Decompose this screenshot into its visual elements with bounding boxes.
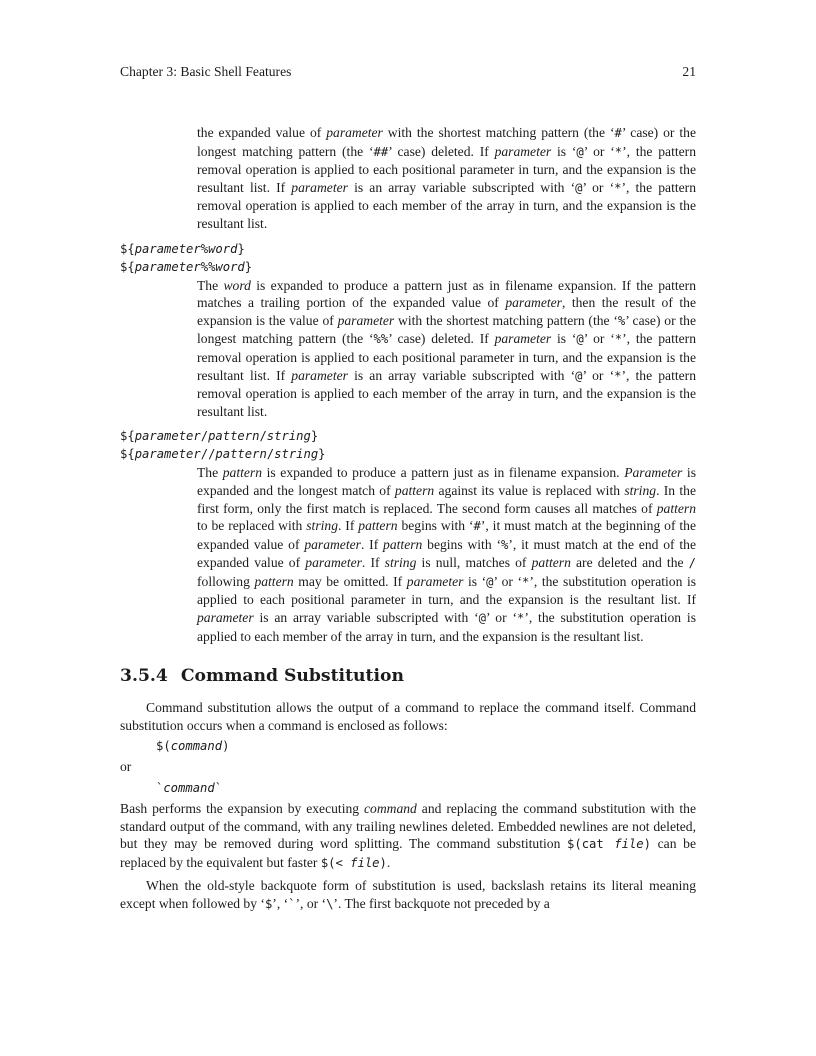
body-text: . If [361,555,385,571]
code-emphasis-text: command [163,781,215,796]
code-text: @ [575,180,583,195]
emphasis-text: pattern [222,465,263,481]
body-text: is ‘ [551,143,577,159]
emphasis-text: pattern [394,482,435,498]
body-text: begins with ‘ [397,518,474,534]
emphasis-text: pattern [358,518,398,534]
body-text: ’ case) or the longest matching pattern (the ‘ [197,312,697,347]
body-text: ’, or ‘ [295,896,327,911]
emphasis-text: parameter [305,555,362,571]
code-text: * [614,368,622,383]
body-text: against its value is replaced with [434,482,625,498]
code-text: ${ [120,447,135,462]
syntax-term [120,427,696,445]
code-emphasis-text: parameter [134,429,201,444]
code-text: # [473,519,481,534]
body-text: ’, it must match at the beginning of the expanded value of [197,518,696,552]
description-paragraph [197,124,696,233]
body-text: is an array variable subscripted with ‘ [347,367,576,383]
syntax-term [120,258,696,276]
code-emphasis-text: parameter [134,447,201,462]
code-text: \ [326,897,334,911]
emphasis-text: parameter [304,536,361,552]
body-text: is an array variable subscripted with ‘ [253,610,479,626]
body-text: or [120,759,132,775]
code-text: %% [373,332,389,347]
body-text: Command substitution allows the output of a command to replace the command itself. Command substitution occurs when a command is enclosed as follows: [120,700,696,733]
code-text: * [614,332,623,347]
body-text: and replacing the command substitution with the standard output of the command, with any trailing newlines deleted. Embedded newlines are not deleted, but they may be removed during word splitting. The command substitution [120,801,696,852]
syntax-term [120,240,696,258]
emphasis-text: parameter [494,143,552,159]
body-text: ’ or ‘ [582,367,615,383]
code-text: @ [576,144,584,159]
emphasis-text: parameter [406,573,464,589]
running-title: Chapter 3: Basic Shell Features [120,64,292,79]
code-emphasis-text: pattern [215,447,267,462]
body-text: , then the result of the expansion is the value of [197,295,696,328]
body-text: ’, ‘ [272,896,289,911]
body-text: The [197,277,224,293]
body-text: ’ or ‘ [583,143,615,159]
body-text: to be replaced with [197,518,307,534]
emphasis-text: string [384,555,417,571]
body-text: ’ case) or the longest matching pattern (the ‘ [197,125,697,159]
body-text: When the old-style backquote form of substitution is used, backslash retains its literal meaning except when followed by ‘ [120,878,696,911]
code-emphasis-text: file [350,855,380,870]
code-text: / [200,429,209,444]
code-text: ` [156,781,164,796]
syntax-term [120,445,696,463]
code-line [156,737,696,755]
emphasis-text: pattern [531,555,571,571]
body-text: are deleted and the [570,555,689,571]
emphasis-text: pattern [656,500,696,516]
section-heading [120,665,696,687]
body-text: ’ case) deleted. If [388,143,495,159]
body-text: begins with ‘ [422,536,501,552]
emphasis-text: parameter [291,367,348,383]
body-text: . If [360,536,384,552]
code-text: * [522,574,530,589]
code-text: ) [643,837,651,852]
body-text: can be replaced by the equivalent but faster [120,836,696,870]
code-text: $(< [320,855,351,870]
emphasis-text: parameter [291,179,348,195]
code-text: @ [576,332,584,347]
code-text: ${ [120,259,135,274]
code-text: } [310,429,319,444]
body-text: ’. The first backquote not preceded by a [333,896,550,911]
code-text: ) [379,855,387,870]
description-paragraph [197,277,696,421]
body-text: ’ case) deleted. If [388,331,495,347]
body-text: is expanded to produce a pattern just as in filename expansion. If the pattern matches a trailing portion of the expanded value of [197,277,696,311]
paragraph [120,877,696,913]
description-paragraph [197,464,696,645]
body-text: is expanded and the longest match of [197,465,697,498]
code-text: $(cat [567,837,615,852]
body-text: is null, matches of [416,555,532,571]
body-text: is an array variable subscripted with ‘ [347,179,576,195]
body-text: ’ or ‘ [582,179,615,195]
body-text: Bash performs the expansion by executing [120,801,364,817]
emphasis-text: pattern [254,573,294,589]
body-text: . If [338,518,359,534]
body-text: The [197,465,223,481]
body-text: with the shortest matching pattern (the ‘ [394,312,618,328]
body-text: ’, the pattern removal operation is applied to each member of the array in turn, and the expansion is the resultant list. [197,179,697,231]
code-text: ${ [120,429,135,444]
body-text: is expanded to produce a pattern just as in filename expansion. [262,465,625,481]
body-text: following [197,573,255,589]
emphasis-text: string [306,518,338,534]
code-text: @ [478,611,486,626]
code-text: ${ [120,241,135,256]
code-text: % [500,537,509,552]
code-text: $ [264,897,273,911]
code-text: % [617,313,626,328]
code-text: / [259,429,267,444]
section-title: Command Substitution [180,666,404,687]
code-text: %% [200,259,216,274]
code-text: ## [373,144,389,159]
code-text: // [200,447,216,462]
emphasis-text: word [223,277,251,293]
code-text: * [516,611,525,626]
emphasis-text: parameter [337,312,395,328]
code-text: } [318,447,326,462]
code-text: * [614,180,622,195]
code-text: # [614,126,622,140]
paragraph [120,699,696,734]
body-text: ’, the substitution operation is applied to each member of the array in turn, and the expansion is the resultant list. [197,610,696,644]
body-text: ’, it must match at the end of the expanded value of [197,536,696,571]
or-label [120,758,696,776]
code-text: @ [486,574,494,589]
paragraph [120,800,696,872]
body-text: ’ or ‘ [485,610,517,626]
emphasis-text: Parameter [624,465,683,481]
code-text: ` [288,897,296,911]
code-text: $( [156,739,171,754]
emphasis-text: parameter [505,295,562,311]
code-text: ` [214,781,223,796]
emphasis-text: parameter [197,610,254,626]
code-text: } [237,241,245,256]
body-text: ’ or ‘ [493,573,523,589]
code-emphasis-text: string [274,447,319,462]
code-emphasis-text: word [215,259,245,274]
code-emphasis-text: file [614,837,644,852]
code-emphasis-text: string [266,429,311,444]
code-line [156,779,696,797]
section-number: 3.5.4 [120,666,168,687]
body-text: is ‘ [463,573,487,589]
code-text: } [244,259,253,274]
page-header [120,64,696,80]
page-number: 21 [682,64,696,79]
body-text: the expanded value of [197,125,327,140]
document-body [120,124,696,914]
body-text: ’, the pattern removal operation is applied to each positional parameter in turn, and the expansion is the resultant list. If [197,143,697,195]
code-text: * [614,144,623,159]
code-text: / [688,556,697,571]
emphasis-text: parameter [326,125,383,140]
body-text: ’, the pattern removal operation is applied to each positional parameter in turn, and the expansion is the resultant list. If [197,331,697,383]
body-text: ’, the pattern removal operation is applied to each member of the array in turn, and the expansion is the resultant list. [197,367,697,419]
code-text: / [266,447,275,462]
code-text: % [200,241,209,256]
code-text: @ [575,368,583,383]
body-text: . In the first form, only the first match is replaced. The second form causes all matches of [197,482,696,516]
emphasis-text: string [624,482,657,498]
code-emphasis-text: pattern [208,429,260,444]
code-emphasis-text: command [170,739,223,754]
emphasis-text: parameter [494,331,552,347]
body-text: with the shortest matching pattern (the ‘ [382,125,615,140]
body-text: is ‘ [551,331,577,347]
emphasis-text: pattern [383,536,423,552]
code-emphasis-text: parameter [134,241,201,256]
body-text: . [386,854,391,870]
code-emphasis-text: parameter [134,259,201,274]
code-text: ) [222,739,230,754]
body-text: ’ or ‘ [583,331,615,347]
body-text: may be omitted. If [293,573,407,589]
emphasis-text: command [364,801,417,817]
body-text: ’, the substitution operation is applied to each positional parameter in turn, and the expansion is the resultant list. If [197,573,697,608]
code-emphasis-text: word [208,241,238,256]
